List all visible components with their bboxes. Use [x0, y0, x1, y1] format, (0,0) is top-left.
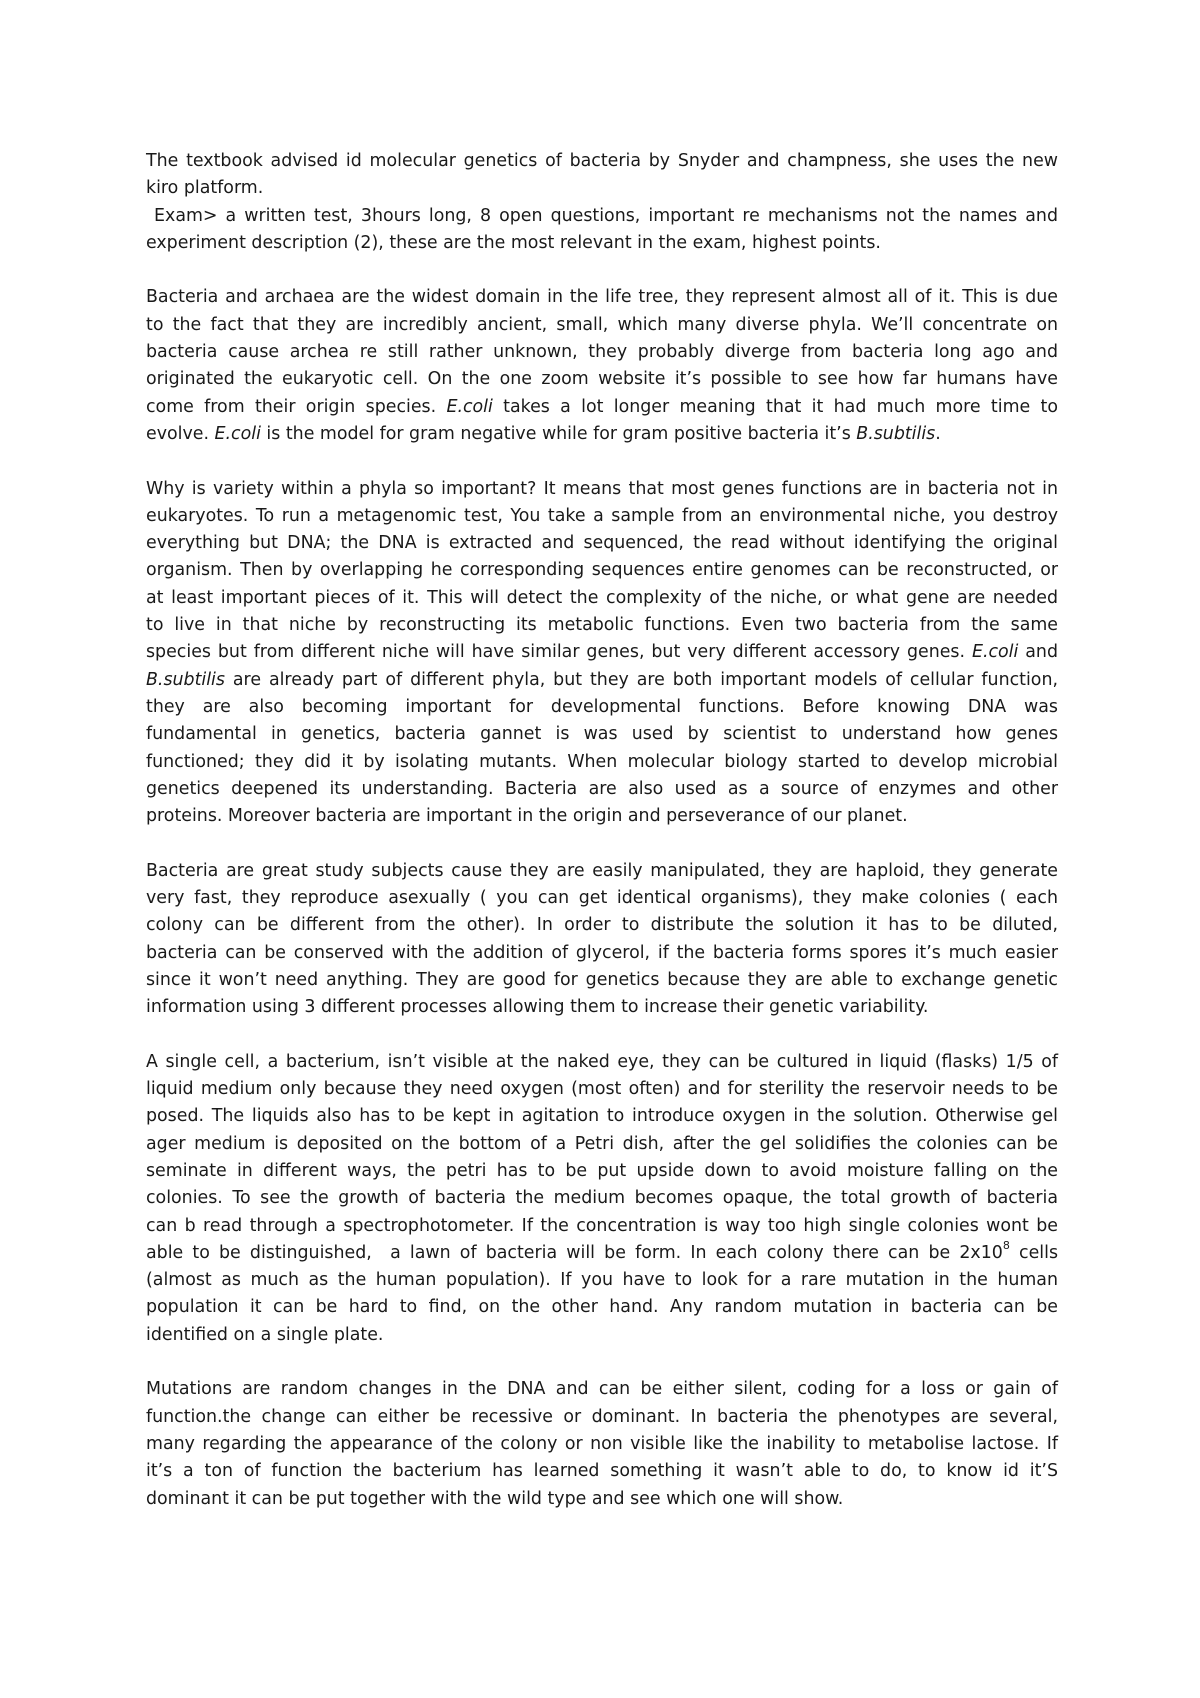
p5-line-2: function.the change can either be recessive or dominant. In bacteria the phenotypes are several, [146, 1406, 1058, 1427]
p3-line-2: very fast, they reproduce asexually ( you can get identical organisms), they make colonies ( each [146, 888, 1058, 909]
p4-line-6: colonies. To see the growth of bacteria the medium becomes opaque, the total growth of bacteria [146, 1188, 1058, 1209]
p5-line-3: many regarding the appearance of the colony or non visible like the inability to metabolise lactose. If [146, 1433, 1058, 1454]
p2-line-7 [146, 639, 1058, 666]
p2-line-2: eukaryotes. To run a metagenomic test, You take a sample from an environmental niche, you destroy [146, 505, 1058, 526]
p2-line-7-ecoli: E.coli [971, 642, 1019, 663]
p1-line-6-ecoli: E.coli [214, 423, 261, 444]
p1-line-5-part-a: come from their origin species. [146, 396, 447, 417]
p2-line-5: at least important pieces of it. This will detect the complexity of the niche, or what gene are needed [146, 587, 1058, 608]
intro-paragraph [146, 148, 1058, 257]
p2-line-8 [146, 667, 1058, 694]
p3-line-4: bacteria can be conserved with the addition of glycerol, if the bacteria forms spores it’s much easier [146, 942, 1058, 963]
p2-line-4: organism. Then by overlapping he corresponding sequences entire genomes can be reconstructed, or [146, 560, 1058, 581]
p4-line-8-exponent: 8 [1002, 1239, 1010, 1253]
p4-line-8-part-b: cells [1009, 1242, 1059, 1263]
paragraph-1 [146, 284, 1058, 448]
p2-line-7-part-a: species but from different niche will have similar genes, but very different accessory genes. [146, 642, 972, 663]
p1-line-5-ecoli: E.coli [446, 396, 493, 417]
p2-line-6: to live in that niche by reconstructing its metabolic functions. Even two bacteria from the same [146, 615, 1058, 636]
paragraph-2 [146, 476, 1058, 831]
p2-line-13: proteins. Moreover bacteria are important in the origin and perseverance of our planet. [146, 806, 908, 827]
p4-line-4: ager medium is deposited on the bottom of a Petri dish, after the gel solidifies the colonies can be [146, 1133, 1058, 1154]
p4-line-2: liquid medium only because they need oxygen (most often) and for sterility the reservoir needs to be [146, 1079, 1058, 1100]
p4-line-8-part-a: able to be distinguished, a lawn of bacteria will be form. In each colony there can be 2x10 [146, 1242, 1003, 1263]
p1-line-2: to the fact that they are incredibly ancient, small, which many diverse phyla. We’ll concentrate on [146, 314, 1058, 335]
paragraph-4 [146, 1049, 1058, 1349]
paragraph-3 [146, 858, 1058, 1022]
p1-line-4: originated the eukaryotic cell. On the one zoom website it’s possible to see how far humans have [146, 369, 1058, 390]
p5-line-1: Mutations are random changes in the DNA and can be either silent, coding for a loss or gain of [146, 1379, 1058, 1400]
p4-line-8 [146, 1240, 1058, 1267]
p1-line-6 [146, 421, 1058, 448]
p4-line-11: identified on a single plate. [146, 1324, 384, 1345]
p4-line-9: (almost as much as the human population). If you have to look for a rare mutation in the human [146, 1270, 1058, 1291]
p4-line-5: seminate in different ways, the petri has to be put upside down to avoid moisture falling on the [146, 1160, 1058, 1181]
p2-line-12: genetics deepened its understanding. Bacteria are also used as a source of enzymes and other [146, 778, 1058, 799]
p4-line-3: posed. The liquids also has to be kept in agitation to introduce oxygen in the solution. Otherwise gel [146, 1106, 1058, 1127]
p2-line-8-bsubtilis: B.subtilis [146, 669, 225, 690]
intro-line-4: experiment description (2), these are the most relevant in the exam, highest points. [146, 232, 881, 253]
intro-line-3: Exam> a written test, 3hours long, 8 open questions, important re mechanisms not the names and [146, 205, 1058, 226]
p2-line-7-part-b: and [1018, 642, 1058, 663]
intro-line-2: kiro platform. [146, 178, 264, 199]
p5-line-4: it’s a ton of function the bacterium has learned something it wasn’t able to do, to know id it’S [146, 1461, 1058, 1482]
p2-line-3: everything but DNA; the DNA is extracted and sequenced, the read without identifying the original [146, 533, 1058, 554]
p2-line-11: functioned; they did it by isolating mutants. When molecular biology started to develop microbial [146, 751, 1058, 772]
paragraph-5 [146, 1376, 1058, 1512]
p2-line-10: fundamental in genetics, bacteria gannet is was used by scientist to understand how genes [146, 724, 1058, 745]
document-body [146, 148, 1058, 1540]
p4-line-1: A single cell, a bacterium, isn’t visible at the naked eye, they can be cultured in liquid (flasks) 1/5 of [146, 1051, 1058, 1072]
p4-line-7: can b read through a spectrophotometer. If the concentration is way too high single colonies wont be [146, 1215, 1058, 1236]
p5-line-5: dominant it can be put together with the wild type and see which one will show. [146, 1488, 844, 1509]
p3-line-3: colony can be different from the other). In order to distribute the solution it has to be diluted, [146, 915, 1058, 936]
p3-line-6: information using 3 different processes allowing them to increase their genetic variability. [146, 997, 929, 1018]
intro-line-1: The textbook advised id molecular genetics of bacteria by Snyder and champness, she uses the new [146, 151, 1058, 171]
p4-line-10: population it can be hard to find, on the other hand. Any random mutation in bacteria can be [146, 1297, 1058, 1318]
p1-line-1: Bacteria and archaea are the widest domain in the life tree, they represent almost all of it. This is due [146, 287, 1058, 308]
p1-line-3: bacteria cause archea re still rather unknown, they probably diverge from bacteria long ago and [146, 342, 1058, 363]
p1-line-5 [146, 394, 1058, 421]
p1-line-6-part-c: . [935, 423, 941, 444]
p1-line-5-part-b: takes a lot longer meaning that it had much more time to [492, 396, 1058, 417]
p1-line-6-part-b: is the model for gram negative while for gram positive bacteria it’s [260, 423, 857, 444]
p2-line-1: Why is variety within a phyla so important? It means that most genes functions are in bacteria not in [146, 478, 1058, 499]
p3-line-1: Bacteria are great study subjects cause they are easily manipulated, they are haploid, they generate [146, 860, 1058, 881]
p1-line-6-bsubtilis: B.subtilis [856, 423, 936, 444]
p2-line-8-part-b: are already part of different phyla, but they are both important models of cellular function, [224, 669, 1058, 690]
p2-line-9: they are also becoming important for developmental functions. Before knowing DNA was [146, 696, 1058, 717]
p3-line-5: since it won’t need anything. They are good for genetics because they are able to exchange genetic [146, 969, 1058, 990]
p1-line-6-part-a: evolve. [146, 423, 215, 444]
